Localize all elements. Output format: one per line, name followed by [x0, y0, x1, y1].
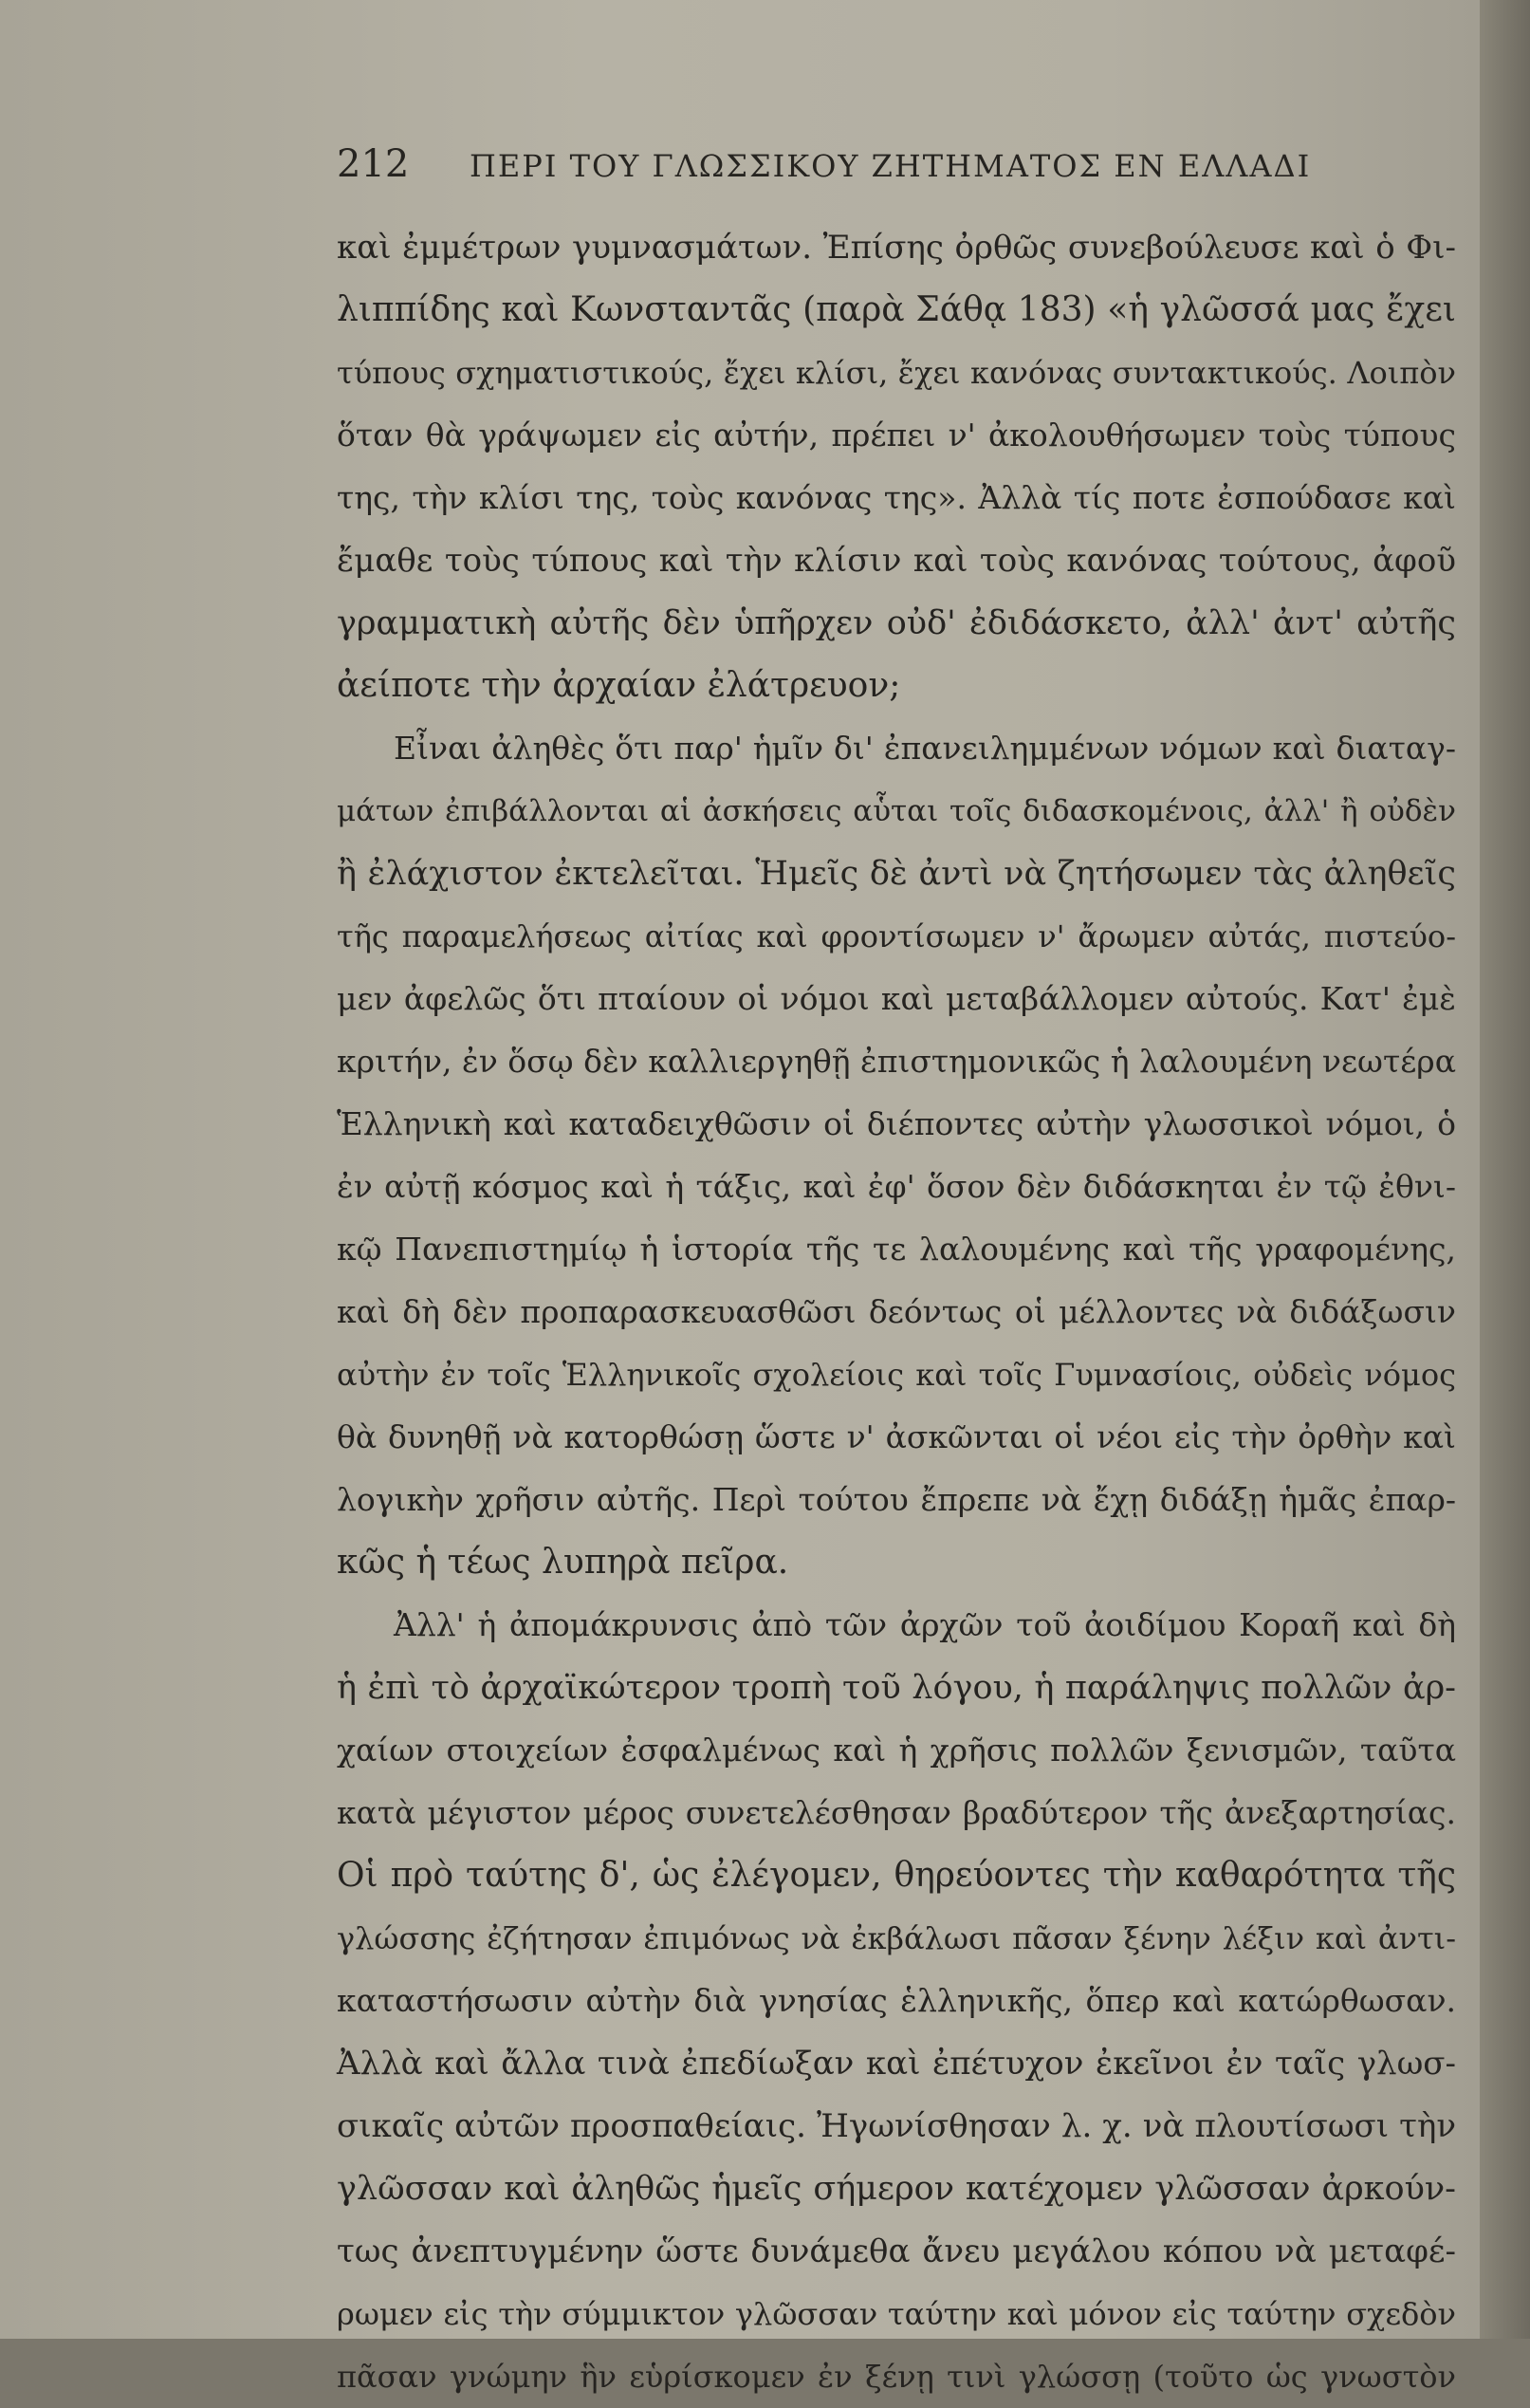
text-line: κῷ Πανεπιστημίῳ ἡ ἱστορία τῆς τε λαλουμένης καὶ τῆς γραφομένης,	[337, 1231, 1456, 1268]
page-edge	[1480, 0, 1530, 2339]
text-line: Ἀλλ' ἡ ἀπομάκρυνσις ἀπὸ τῶν ἀρχῶν τοῦ ἀοιδίμου Κοραῆ καὶ δὴ	[394, 1606, 1456, 1643]
text-line: γλώσσης ἐζήτησαν ἐπιμόνως νὰ ἐκβάλωσι πᾶσαν ξένην λέξιν καὶ ἀντι-	[337, 1920, 1456, 1956]
text-line: Οἱ πρὸ ταύτης δ', ὡς ἐλέγομεν, θηρεύοντες τὴν καθαρότητα τῆς	[337, 1856, 1456, 1895]
text-line: λιππίδης καὶ Κωνσταντᾶς (παρὰ Σάθᾳ 183) «ἡ γλῶσσά μας ἔχει	[337, 290, 1456, 329]
text-line: σικαῖς αὐτῶν προσπαθείαις. Ἠγωνίσθησαν λ. χ. νὰ πλουτίσωσι τὴν	[337, 2107, 1456, 2145]
body-text	[337, 216, 1456, 2408]
text-line: καὶ ἐμμέτρων γυμνασμάτων. Ἐπίσης ὀρθῶς συνεβούλευσε καὶ ὁ Φι-	[337, 229, 1456, 267]
text-line: Ἑλληνικὴ καὶ καταδειχθῶσιν οἱ διέποντες αὐτὴν γλωσσικοὶ νόμοι, ὁ	[337, 1105, 1456, 1142]
text-line: λογικὴν χρῆσιν αὐτῆς. Περὶ τούτου ἔπρεπε νὰ ἔχῃ διδάξῃ ἡμᾶς ἐπαρ-	[337, 1481, 1456, 1518]
page-header	[337, 142, 1312, 199]
text-line: ἡ ἐπὶ τὸ ἀρχαϊκώτερον τροπὴ τοῦ λόγου, ἡ παράληψις πολλῶν ἀρ-	[337, 1669, 1456, 1707]
text-line: καταστήσωσιν αὐτὴν διὰ γνησίας ἑλληνικῆς, ὅπερ καὶ κατώρθωσαν.	[337, 1982, 1456, 2019]
text-line: ἐν αὐτῇ κόσμος καὶ ἡ τάξις, καὶ ἐφ' ὅσον δὲν διδάσκηται ἐν τῷ ἐθνι-	[337, 1168, 1456, 1205]
text-line: θὰ δυνηθῇ νὰ κατορθώσῃ ὥστε ν' ἀσκῶνται οἱ νέοι εἰς τὴν ὀρθὴν καὶ	[337, 1418, 1456, 1455]
text-line: κριτήν, ἐν ὅσῳ δὲν καλλιεργηθῇ ἐπιστημονικῶς ἡ λαλουμένη νεωτέρα	[337, 1043, 1456, 1080]
running-title: ΠΕΡΙ ΤΟΥ ΓΛΩΣΣΙΚΟΥ ΖΗΤΗΜΑΤΟΣ ΕΝ ΕΛΛΑΔΙ	[470, 148, 1312, 184]
text-line: γλῶσσαν καὶ ἀληθῶς ἡμεῖς σήμερον κατέχομεν γλῶσσαν ἀρκούν-	[337, 2170, 1456, 2208]
text-line: καὶ δὴ δὲν προπαρασκευασθῶσι δεόντως οἱ μέλλοντες νὰ διδάξωσιν	[337, 1293, 1456, 1330]
text-line: πᾶσαν γνώμην ἣν εὑρίσκομεν ἐν ξένῃ τινὶ γλώσσῃ (τοῦτο ὡς γνωστὸν	[337, 2359, 1456, 2395]
text-line: μεν ἀφελῶς ὅτι πταίουν οἱ νόμοι καὶ μεταβάλλομεν αὐτούς. Κατ' ἐμὲ	[337, 980, 1456, 1017]
text-line: κατὰ μέγιστον μέρος συνετελέσθησαν βραδύτερον τῆς ἀνεξαρτησίας.	[337, 1794, 1456, 1831]
text-line: ἔμαθε τοὺς τύπους καὶ τὴν κλίσιν καὶ τοὺς κανόνας τούτους, ἀφοῦ	[337, 542, 1456, 580]
page-number: 212	[337, 142, 410, 186]
text-line: της, τὴν κλίσι της, τοὺς κανόνας της». Ἀλλὰ τίς ποτε ἐσπούδασε καὶ	[337, 479, 1456, 516]
text-line: γραμματικὴ αὐτῆς δὲν ὑπῆρχεν οὐδ' ἐδιδάσκετο, ἀλλ' ἀντ' αὐτῆς	[337, 604, 1456, 642]
text-line: αὐτὴν ἐν τοῖς Ἑλληνικοῖς σχολείοις καὶ τοῖς Γυμνασίοις, οὐδεὶς νόμος	[337, 1357, 1456, 1393]
text-line: τύπους σχηματιστικούς, ἔχει κλίσι, ἔχει κανόνας συντακτικούς. Λοιπὸν	[337, 355, 1456, 391]
text-line: ρωμεν εἰς τὴν σύμμικτον γλῶσσαν ταύτην καὶ μόνον εἰς ταύτην σχεδὸν	[337, 2296, 1456, 2332]
text-line: τως ἀνεπτυγμένην ὥστε δυνάμεθα ἄνευ μεγάλου κόπου νὰ μεταφέ-	[337, 2232, 1456, 2270]
text-line: ὅταν θὰ γράψωμεν εἰς αὐτήν, πρέπει ν' ἀκολουθήσωμεν τοὺς τύπους	[337, 417, 1456, 454]
text-line: κῶς ἡ τέως λυπηρὰ πεῖρα.	[337, 1543, 789, 1582]
text-line: χαίων στοιχείων ἐσφαλμένως καὶ ἡ χρῆσις πολλῶν ξενισμῶν, ταῦτα	[337, 1732, 1456, 1769]
text-line: ἢ ἐλάχιστον ἐκτελεῖται. Ἡμεῖς δὲ ἀντὶ νὰ ζητήσωμεν τὰς ἀληθεῖς	[337, 855, 1456, 893]
text-line: ἀείποτε τὴν ἀρχαίαν ἐλάτρευον;	[337, 666, 901, 705]
text-line: Ἀλλὰ καὶ ἄλλα τινὰ ἐπεδίωξαν καὶ ἐπέτυχον ἐκεῖνοι ἐν ταῖς γλωσ-	[337, 2045, 1456, 2083]
text-line: Εἶναι ἀληθὲς ὅτι παρ' ἡμῖν δι' ἐπανειλημμένων νόμων καὶ διαταγ-	[394, 730, 1456, 767]
text-line: τῆς παραμελήσεως αἰτίας καὶ φροντίσωμεν ν' ἄρωμεν αὐτάς, πιστεύο-	[337, 918, 1456, 954]
text-line: μάτων ἐπιβάλλονται αἱ ἀσκήσεις αὗται τοῖς διδασκομένοις, ἀλλ' ἢ οὐδὲν	[337, 794, 1456, 828]
